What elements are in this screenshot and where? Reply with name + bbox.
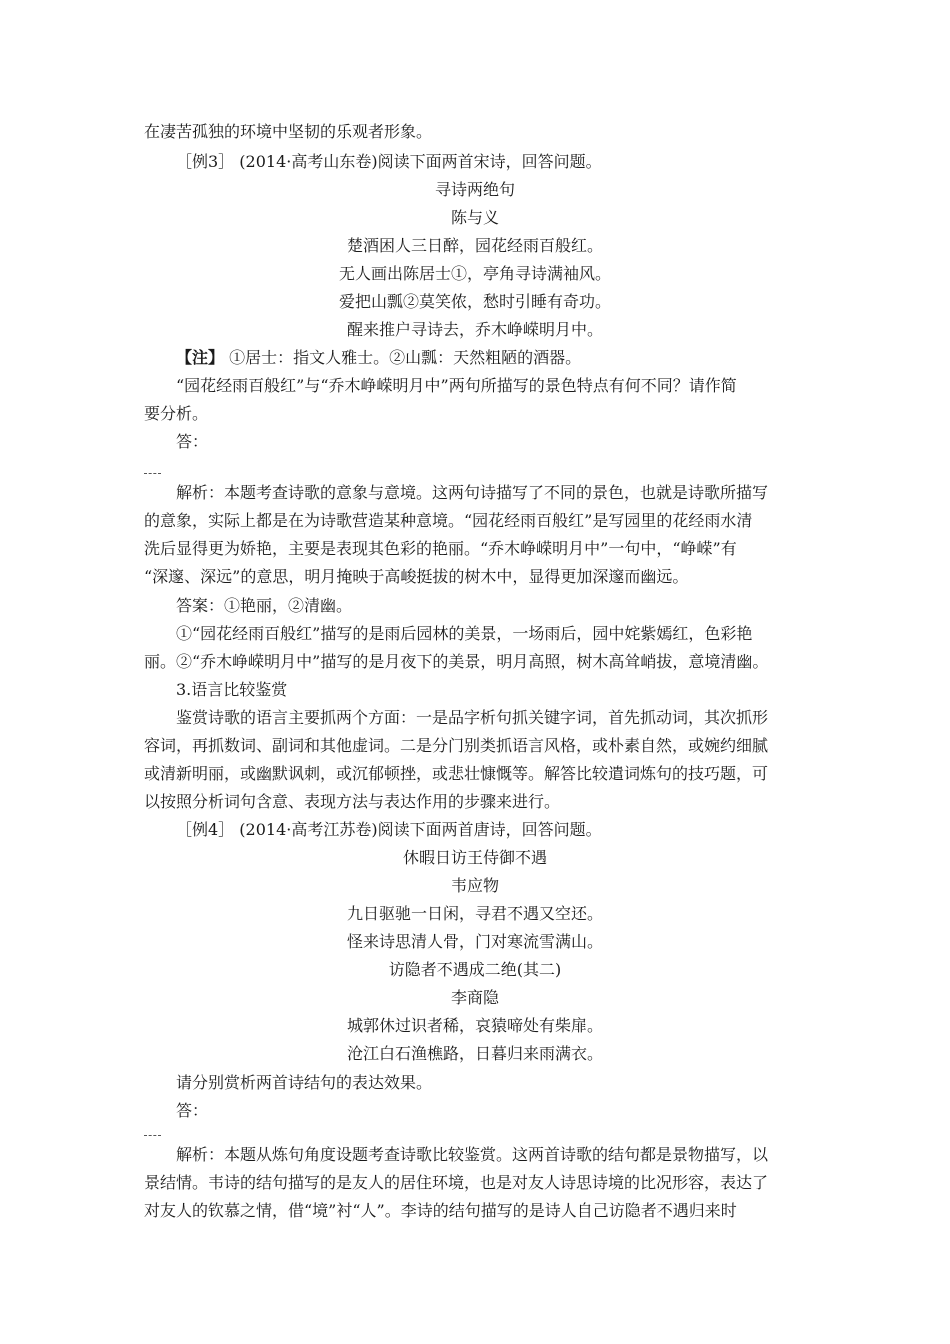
section-heading: 3.语言比较鉴赏	[176, 680, 288, 699]
section-body-line: 鉴赏诗歌的语言主要抓两个方面：一是品字析句抓关键字词，首先抓动词，其次抓形	[176, 708, 769, 727]
answer-label: 答：	[176, 432, 209, 451]
poem-author: 陈与义	[450, 208, 499, 227]
example-4-source: (2014·高考江苏卷)阅读下面两首唐诗，回答问题。	[239, 820, 602, 839]
example-4-label: ［例4］	[176, 820, 235, 839]
section-body-line: 以按照分析词句含意、表现方法与表达作用的步骤来进行。	[144, 792, 561, 811]
poem-line: 爱把山瓢②莫笑侬，愁时引睡有奇功。	[338, 292, 611, 311]
analysis-line: 洗后显得更为娇艳，主要是表现其色彩的艳丽。“乔木峥嵘明月中”一句中，“峥嵘”有	[144, 539, 737, 558]
example-4-header	[144, 815, 840, 845]
analysis-line: 景结情。韦诗的结句描写的是友人的居住环境，也是对友人诗思诗境的比况形容，表达了	[144, 1173, 769, 1192]
poem-line: 楚酒困人三日醉，园花经雨百般红。	[346, 236, 603, 255]
answer-label: 答：	[176, 1101, 209, 1120]
poem-line: 九日驱驰一日闲，寻君不遇又空还。	[346, 904, 603, 923]
poem-line: 沧江白石渔樵路，日暮归来雨满衣。	[346, 1044, 603, 1063]
poem-title: 访隐者不遇成二绝(其二)	[388, 960, 562, 979]
analysis-line: 对友人的钦慕之情，借“境”衬“人”。李诗的结句描写的是诗人自己访隐者不遇归来时	[144, 1201, 737, 1220]
answer-detail-line: 丽。②“乔木峥嵘明月中”描写的是月夜下的美景，明月高照，树木高耸峭拔，意境清幽。	[144, 652, 769, 671]
question-line: “园花经雨百般红”与“乔木峥嵘明月中”两句所描写的景色特点有何不同？请作简	[176, 376, 737, 395]
section-body-line: 容词，再抓数词、副词和其他虚词。二是分门别类抓语言风格，或朴素自然，或婉约细腻	[144, 736, 769, 755]
answer-divider	[144, 473, 161, 474]
question-line: 请分别赏析两首诗结句的表达效果。	[176, 1073, 433, 1092]
answer-detail-line: ①“园花经雨百般红”描写的是雨后园林的美景，一场雨后，园中姹紫嫣红，色彩艳	[176, 624, 753, 643]
poem-line: 无人画出陈居士①，亭角寻诗满袖风。	[338, 264, 611, 283]
poem-line: 城郭休过识者稀，哀猿啼处有柴扉。	[346, 1016, 603, 1035]
note	[144, 343, 840, 373]
note-label: 【注】	[176, 348, 225, 367]
analysis-line: 解析：本题从炼句角度设题考查诗歌比较鉴赏。这两首诗歌的结句都是景物描写，以	[176, 1145, 769, 1164]
example-3-source: (2014·高考山东卷)阅读下面两首宋诗，回答问题。	[239, 152, 602, 171]
example-3-header	[144, 147, 840, 177]
analysis-line: 解析：本题考查诗歌的意象与意境。这两句诗描写了不同的景色，也就是诗歌所描写	[176, 483, 769, 502]
poem-line: 醒来推户寻诗去，乔木峥嵘明月中。	[346, 320, 603, 339]
section-body-line: 或清新明丽，或幽默讽刺，或沉郁顿挫，或悲壮慷慨等。解答比较遣词炼句的技巧题，可	[144, 764, 769, 783]
note-text: ①居士：指文人雅士。②山瓢：天然粗陋的酒器。	[229, 348, 582, 367]
poem-line: 怪来诗思清人骨，门对寒流雪满山。	[346, 932, 603, 951]
poem-author: 李商隐	[450, 988, 499, 1007]
example-3-label: ［例3］	[176, 152, 235, 171]
question-line: 要分析。	[144, 404, 209, 423]
poem-title: 休暇日访王侍御不遇	[402, 848, 547, 867]
poem-author: 韦应物	[450, 876, 499, 895]
answer-key: 答案：①艳丽，②清幽。	[176, 596, 353, 615]
analysis-line: 的意象，实际上都是在为诗歌营造某种意境。“园花经雨百般红”是写园里的花经雨水清	[144, 511, 753, 530]
intro-tail: 在凄苦孤独的环境中坚韧的乐观者形象。	[144, 122, 433, 141]
analysis-line: “深邃、深远”的意思，明月掩映于高峻挺拔的树木中，显得更加深邃而幽远。	[144, 567, 689, 586]
poem-title: 寻诗两绝句	[434, 180, 515, 199]
answer-divider	[144, 1135, 161, 1136]
